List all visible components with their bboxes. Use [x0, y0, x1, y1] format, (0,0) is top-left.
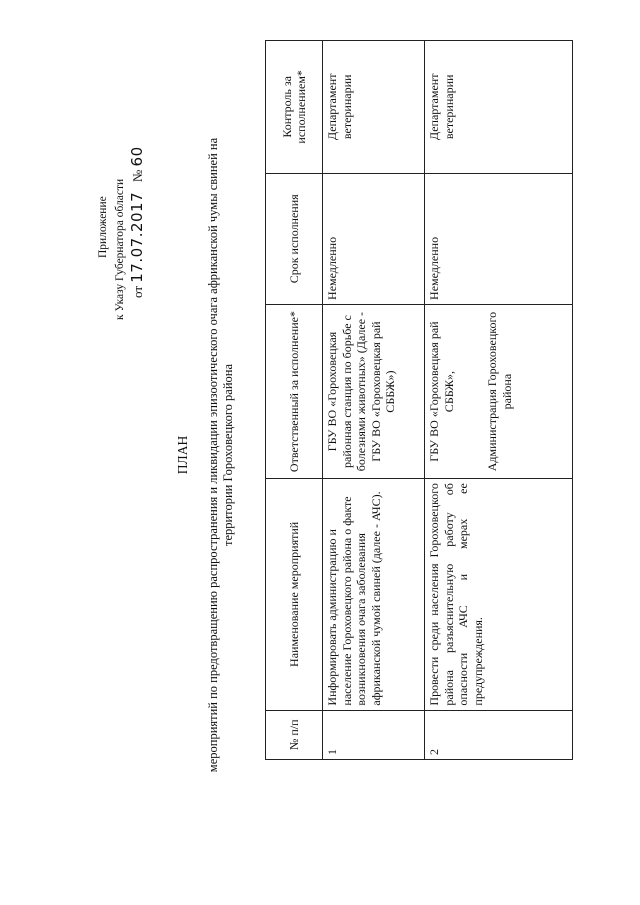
row-deadline: Немедленно — [425, 173, 573, 304]
number-value: 60 — [128, 146, 146, 167]
row-responsible: ГБУ ВО «Гороховецкая рай СББЖ», — [427, 321, 456, 462]
date-value: 17.07.2017 — [128, 191, 146, 283]
row-measure: Провести среди населения Гороховецкого района разъяснительную работу об опасности АЧС и мерах ее предупреждения. — [425, 479, 573, 710]
plan-subtitle-line2: территории Гороховецкого района — [221, 364, 235, 547]
header-measure: Наименование мероприятий — [266, 479, 323, 710]
table-header-row — [266, 41, 323, 760]
plan-table — [265, 40, 573, 760]
document-title — [175, 55, 236, 855]
appendix-block — [95, 146, 146, 320]
header-num: № п/п — [266, 710, 323, 759]
row-responsible: ГБУ ВО «Гороховецкая районная станция по борьбе с болезнями животных» (Далее - ГБУ ВО «Гороховецкая рай СББЖ») — [323, 304, 425, 478]
number-sign: № — [130, 169, 145, 183]
row-control: Департамент ветеринарии — [323, 41, 425, 174]
header-responsible: Ответственный за исполнение* — [266, 304, 323, 478]
row-responsible-cell — [425, 304, 573, 478]
header-deadline: Срок исполнения — [266, 173, 323, 304]
row-deadline: Немедленно — [323, 173, 425, 304]
row-responsible-extra: Администрация Гороховецкого района — [485, 311, 514, 472]
appendix-date-line — [129, 146, 146, 320]
header-control: Контроль за исполнением* — [266, 41, 323, 174]
plan-heading: ПЛАН — [175, 435, 190, 475]
appendix-label: Приложение — [97, 196, 109, 258]
row-control: Департамент ветеринарии — [425, 41, 573, 174]
plan-subtitle-line1: мероприятий по предотвращению распространения и ликвидации эпизоотического очага африканской чумы свиней на — [206, 137, 220, 773]
spacer — [456, 309, 485, 474]
date-prefix: от — [130, 285, 145, 298]
row-num: 1 — [323, 710, 425, 759]
table-row — [425, 41, 573, 760]
table-row — [323, 41, 425, 760]
appendix-decree: к Указу Губернатора области — [114, 178, 126, 320]
row-num: 2 — [425, 710, 573, 759]
row-measure: Информировать администрацию и население Гороховецкого района о факте возникновения очага заболевания африканской чумой свиней (далее - АЧС). — [323, 479, 425, 710]
